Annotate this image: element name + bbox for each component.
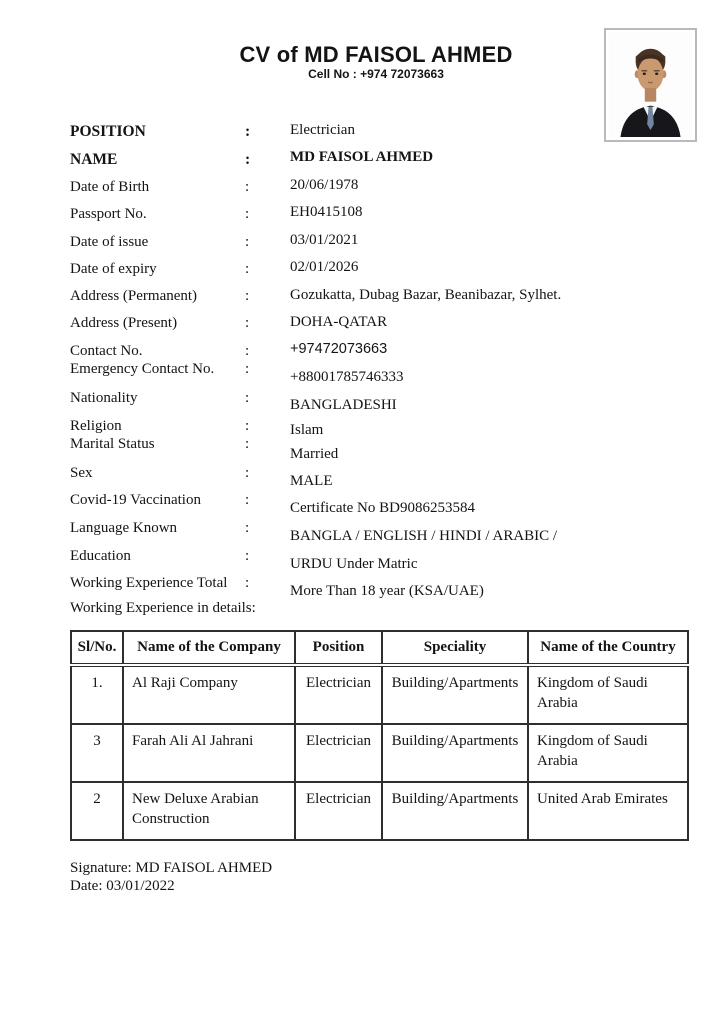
cell-slno: 3 — [71, 724, 123, 782]
cell-company: Farah Ali Al Jahrani — [123, 724, 295, 782]
field-label-date-of-expiry: Date of expiry : — [70, 261, 250, 277]
date-line: Date: 03/01/2022 — [70, 878, 175, 894]
field-label-passport-no: Passport No. : — [70, 206, 250, 222]
field-label-covid-vaccination: Covid-19 Vaccination : — [70, 492, 250, 508]
profile-photo — [604, 28, 697, 142]
colon: : — [245, 436, 250, 452]
colon: : — [245, 151, 251, 168]
table-header-company: Name of the Company — [123, 631, 295, 665]
cell-company: New Deluxe Arabian Construction — [123, 782, 295, 840]
cell-speciality: Building/Apartments — [382, 782, 528, 840]
cell-slno: 2 — [71, 782, 123, 840]
cell-country: United Arab Emirates — [528, 782, 688, 840]
cell-speciality: Building/Apartments — [382, 724, 528, 782]
table-header-position: Position — [295, 631, 382, 665]
field-label-name: NAME : — [70, 151, 251, 168]
field-value-contact-no: +97472073663 — [290, 341, 388, 357]
colon: : — [245, 343, 250, 359]
table-header-slno: Sl/No. — [71, 631, 123, 665]
field-label-position: POSITION : — [70, 123, 251, 140]
field-label-address-permanent: Address (Permanent) : — [70, 288, 250, 304]
field-label-working-experience-total: Working Experience Total : — [70, 575, 250, 591]
colon: : — [245, 179, 250, 195]
field-value-religion: Islam — [290, 422, 324, 438]
table-row — [71, 724, 688, 782]
field-label-date-of-issue: Date of issue : — [70, 234, 250, 250]
cell-country: Kingdom of Saudi Arabia — [528, 665, 688, 724]
field-label-emergency-contact-no: Emergency Contact No. : — [70, 361, 250, 377]
field-label-education: Education : — [70, 548, 250, 564]
field-value-emergency-contact-no: +88001785746333 — [290, 369, 404, 385]
field-value-language-known: BANGLA / ENGLISH / HINDI / ARABIC / — [290, 528, 558, 544]
colon: : — [245, 288, 250, 304]
cell-position: Electrician — [295, 724, 382, 782]
table-header-row — [71, 631, 688, 665]
table-row — [71, 782, 688, 840]
cell-position: Electrician — [295, 782, 382, 840]
field-value-date-of-expiry: 02/01/2026 — [290, 259, 359, 275]
field-value-date-of-issue: 03/01/2021 — [290, 232, 359, 248]
field-value-address-permanent: Gozukatta, Dubag Bazar, Beanibazar, Sylhet. — [290, 287, 562, 303]
signature-line: Signature: MD FAISOL AHMED — [70, 860, 273, 876]
cell-speciality: Building/Apartments — [382, 665, 528, 724]
experience-table — [70, 630, 689, 841]
colon: : — [245, 575, 250, 591]
field-label-date-of-birth: Date of Birth : — [70, 179, 250, 195]
colon: : — [245, 361, 250, 377]
field-value-name: MD FAISOL AHMED — [290, 149, 434, 165]
colon: : — [245, 548, 250, 564]
field-label-sex: Sex : — [70, 465, 250, 481]
cell-country: Kingdom of Saudi Arabia — [528, 724, 688, 782]
colon: : — [245, 465, 250, 481]
field-value-education: URDU Under Matric — [290, 556, 418, 572]
colon: : — [245, 520, 250, 536]
field-label-marital-status: Marital Status : — [70, 436, 250, 452]
portrait-icon — [609, 33, 692, 137]
field-label-religion: Religion : — [70, 418, 250, 434]
table-row — [71, 665, 688, 724]
field-value-covid-vaccination: Certificate No BD9086253584 — [290, 500, 475, 516]
field-label-language-known: Language Known : — [70, 520, 250, 536]
field-value-experience-total: More Than 18 year (KSA/UAE) — [290, 583, 484, 599]
table-header-speciality: Speciality — [382, 631, 528, 665]
field-label-contact-no: Contact No. : — [70, 343, 250, 359]
field-value-marital-status: Married — [290, 446, 339, 462]
colon: : — [245, 123, 251, 140]
table-header-country: Name of the Country — [528, 631, 688, 665]
colon: : — [245, 206, 250, 222]
cell-position: Electrician — [295, 665, 382, 724]
field-label-nationality: Nationality : — [70, 390, 250, 406]
colon: : — [245, 315, 250, 331]
colon: : — [245, 390, 250, 406]
colon: : — [245, 234, 250, 250]
field-value-position: Electrician — [290, 122, 355, 138]
field-value-address-present: DOHA-QATAR — [290, 314, 388, 330]
field-label-address-present: Address (Present) : — [70, 315, 250, 331]
cell-number: Cell No : +974 72073663 — [308, 67, 444, 81]
field-value-sex: MALE — [290, 473, 333, 489]
colon: : — [245, 261, 250, 277]
cell-company: Al Raji Company — [123, 665, 295, 724]
colon: : — [245, 492, 250, 508]
field-value-nationality: BANGLADESHI — [290, 397, 397, 413]
field-label-working-experience-details: Working Experience in details: — [70, 600, 256, 616]
field-value-date-of-birth: 20/06/1978 — [290, 177, 359, 193]
cell-slno: 1. — [71, 665, 123, 724]
field-value-passport-no: EH0415108 — [290, 204, 363, 220]
page-title: CV of MD FAISOL AHMED — [239, 42, 513, 67]
colon: : — [245, 418, 250, 434]
